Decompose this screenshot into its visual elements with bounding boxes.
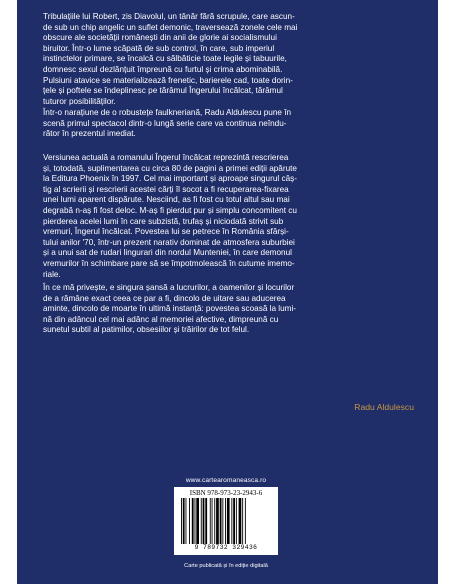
text-line: biruitor. Într-o lume scăpată de sub control, în care, sub imperiul xyxy=(43,43,275,53)
text-line: nă din adâncul cel mai adânc al memoriei afective, dimpreună cu xyxy=(43,314,279,324)
barcode-panel xyxy=(174,487,278,555)
text-line: riale. xyxy=(43,269,61,279)
text-line: țele și poftele se îndeplinesc pe tărâmul Îngerului încălcat, tărâmul xyxy=(43,86,283,96)
text-line: Pulsiuni atavice se materializează frenetic, barierele cad, toate dorin- xyxy=(43,75,293,85)
text-line: degrabă n-aș fi fost deloc. M-aș fi pierdut pur și simplu concomitent cu xyxy=(43,205,297,215)
text-line: Tribulațiile lui Robert, zis Diavolul, un tânăr fără scrupule, care ascun- xyxy=(43,12,295,21)
text-line: vremuri, Îngerul încălcat. Povestea lui se petrece în România sfârși- xyxy=(43,227,289,237)
text-line: tuturor posibilităților. xyxy=(43,96,116,106)
text-line: la Editura Phoenix în 1997. Cel mai important și aproape singurul câș- xyxy=(43,174,297,184)
text-line: de a rămâne exact ceea ce par a fi, dincolo de uitare sau aducerea xyxy=(43,293,286,303)
barcode-digits: 9 789732 329436 xyxy=(194,544,258,551)
isbn-label: ISBN 978-973-23-2943-6 xyxy=(189,489,263,497)
blurb-paragraph-4 xyxy=(43,283,414,336)
text-line: vremurilor în schimbare pare să se împotmolească în cutume imemo- xyxy=(43,258,295,268)
text-line: sunetul subtil al patimilor, obsesiilor și trăirilor de tot felul. xyxy=(43,325,250,335)
text-line: de sub un chip angelic un suflet demonic, traversează zonele cele mai xyxy=(43,22,298,32)
text-line: aminte, dincolo de moarte în ultimă instanță: povestea scoasă la lumi- xyxy=(43,304,297,314)
text-line: domnesc sexul dezlănțuit împreună cu furtul și crima abominabilă. xyxy=(43,64,283,74)
text-line: obscure ale societății românești din anii de glorie ai socialismului xyxy=(43,33,277,43)
publisher-website: www.cartearomaneasca.ro xyxy=(185,477,267,484)
blurb-paragraph-3 xyxy=(43,153,414,280)
text-line: Într-o narațiune de o robustețe faulkneriană, Radu Aldulescu pune în xyxy=(43,108,292,117)
digital-edition-note: Carte publicată și în ediție digitală xyxy=(184,563,268,569)
author-signature: Radu Aldulescu xyxy=(354,402,414,412)
text-line: rător în prezentul imediat. xyxy=(43,129,136,139)
text-line: și a unui sat de rudari lingurari din nordul Munteniei, în care demonul xyxy=(43,248,292,258)
blurb-paragraph-1 xyxy=(43,12,414,107)
blurb-paragraph-2 xyxy=(43,108,414,140)
text-line: pierderea acelei lumi în care subzistă, trufaș și niciodată strivit sub xyxy=(43,216,284,226)
text-line: În ce mă privește, e singura șansă a lucrurilor, a oamenilor și locurilor xyxy=(43,283,295,292)
barcode-icon xyxy=(180,498,272,544)
text-line: și, totodată, suplimentarea cu circa 80 de pagini a primei ediții apărute xyxy=(43,163,297,173)
text-line: scenă primul spectacol dintr-o lungă serie care va continua neîndu- xyxy=(43,118,287,128)
text-line: unei lumi aparent dispărute. Nesciind, as fi fost cu totul altul sau mai xyxy=(43,195,290,205)
text-line: instinctelor primare, se încalcă cu sălbăticie toate legile și tabuurile, xyxy=(43,54,287,64)
text-line: tului anilor '70, într-un prezent narativ dominat de atmosfera suburbiei xyxy=(43,237,295,247)
text-line: Versiunea actuală a romanului Îngerul încălcat reprezintă rescrierea xyxy=(43,153,289,162)
text-line: tig al scrierii și rescrierii acestei cărți îl socot a fi recuperarea-fixarea xyxy=(43,184,289,194)
